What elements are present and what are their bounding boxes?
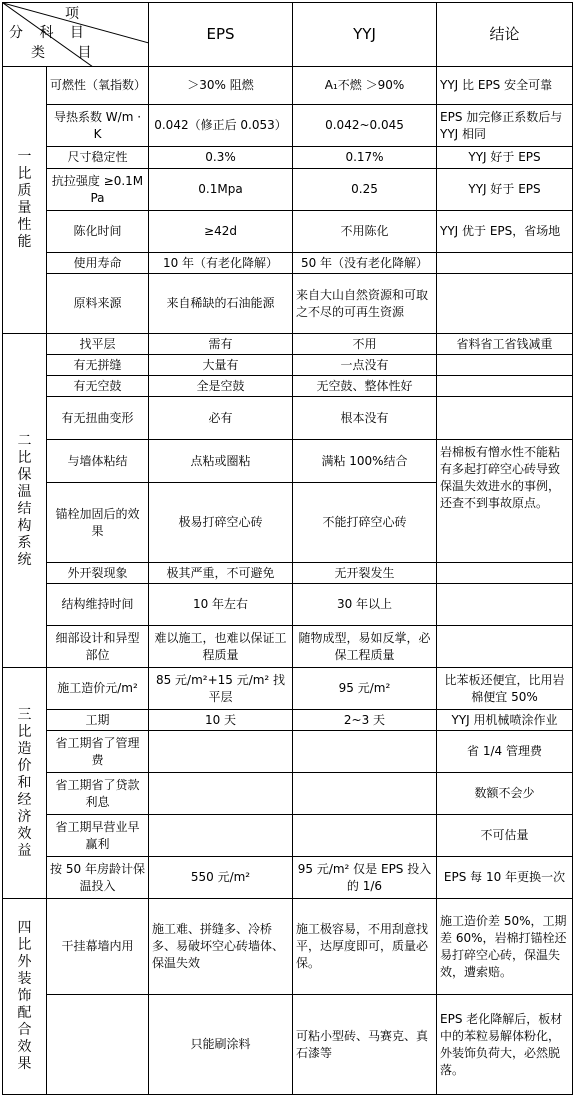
- table-row: [3, 710, 573, 731]
- yyj-cell: 满粘 100%结合: [293, 440, 437, 483]
- yyj-cell: [293, 815, 437, 857]
- eps-cell: 550 元/m²: [149, 857, 293, 899]
- yyj-cell: [293, 731, 437, 773]
- yyj-cell: 根本没有: [293, 397, 437, 440]
- yyj-cell: 来自大山自然资源和可取之不尽的可再生资源: [293, 274, 437, 334]
- yyj-cell: 一点没有: [293, 355, 437, 376]
- item-cell: 锚栓加固后的效果: [47, 483, 149, 563]
- eps-cell: 需有: [149, 334, 293, 355]
- conclusion-cell: YYJ 优于 EPS，省场地: [437, 211, 573, 253]
- yyj-cell: 95 元/m² 仅是 EPS 投入的 1/6: [293, 857, 437, 899]
- item-cell: 按 50 年房龄计保温投入: [47, 857, 149, 899]
- header-row: [3, 3, 573, 67]
- item-cell: 使用寿命: [47, 253, 149, 274]
- conclusion-cell: [437, 626, 573, 668]
- conclusion-cell: [437, 274, 573, 334]
- item-cell: 原料来源: [47, 274, 149, 334]
- table-row: [3, 899, 573, 995]
- eps-cell: 极其严重，不可避免: [149, 563, 293, 584]
- item-cell: 工期: [47, 710, 149, 731]
- yyj-cell: [293, 773, 437, 815]
- item-cell: 陈化时间: [47, 211, 149, 253]
- conclusion-cell: [437, 355, 573, 376]
- table-row: [3, 563, 573, 584]
- yyj-cell: 0.17%: [293, 147, 437, 169]
- yyj-cell: 无开裂发生: [293, 563, 437, 584]
- conclusion-cell: EPS 每 10 年更换一次: [437, 857, 573, 899]
- item-cell: [47, 995, 149, 1095]
- item-cell: 可燃性（氧指数）: [47, 67, 149, 105]
- conclusion-cell: 数额不会少: [437, 773, 573, 815]
- item-cell: 有无拼缝: [47, 355, 149, 376]
- table-row: [3, 773, 573, 815]
- eps-cell: 只能刷涂料: [149, 995, 293, 1095]
- yyj-cell: 2~3 天: [293, 710, 437, 731]
- yyj-cell: 0.042~0.045: [293, 105, 437, 147]
- eps-cell: 10 年（有老化降解）: [149, 253, 293, 274]
- conclusion-cell: EPS 老化降解后，板材中的苯粒易解体粉化，外装饰负荷大，必然脱落。: [437, 995, 573, 1095]
- yyj-cell: 50 年（没有老化降解）: [293, 253, 437, 274]
- eps-cell: 来自稀缺的石油能源: [149, 274, 293, 334]
- diagonal-header-cell: [3, 3, 149, 67]
- table-row: [3, 857, 573, 899]
- conclusion-cell: [437, 397, 573, 440]
- table-row: [3, 355, 573, 376]
- section-label-decoration: 四 比 外 装 饰 配 合 效 果: [3, 899, 47, 1095]
- eps-cell: 0.1Mpa: [149, 169, 293, 211]
- item-cell: 外开裂现象: [47, 563, 149, 584]
- item-cell: 省工期省了贷款利息: [47, 773, 149, 815]
- yyj-cell: 95 元/m²: [293, 668, 437, 710]
- yyj-cell: 不用: [293, 334, 437, 355]
- item-cell: 抗拉强度 ≥0.1MPa: [47, 169, 149, 211]
- eps-cell: ≥42d: [149, 211, 293, 253]
- item-cell: 干挂幕墙内用: [47, 899, 149, 995]
- eps-cell: 施工难、拼缝多、冷桥多、易破坏空心砖墙体、保温失效: [149, 899, 293, 995]
- eps-cell: [149, 731, 293, 773]
- table-row: [3, 274, 573, 334]
- yyj-cell: 无空鼓、整体性好: [293, 376, 437, 397]
- col-header-yyj: YYJ: [293, 3, 437, 67]
- table-row: [3, 668, 573, 710]
- yyj-cell: 可粘小型砖、马赛克、真石漆等: [293, 995, 437, 1095]
- table-row: [3, 147, 573, 169]
- yyj-cell: 不用陈化: [293, 211, 437, 253]
- table-row: [3, 815, 573, 857]
- eps-cell: 极易打碎空心砖: [149, 483, 293, 563]
- table-row: [3, 731, 573, 773]
- eps-cell: 大量有: [149, 355, 293, 376]
- conclusion-cell: YYJ 用机械喷涂作业: [437, 710, 573, 731]
- item-cell: 有无扭曲变形: [47, 397, 149, 440]
- eps-cell: [149, 773, 293, 815]
- conclusion-cell: [437, 376, 573, 397]
- table-row: [3, 376, 573, 397]
- item-cell: 有无空鼓: [47, 376, 149, 397]
- diag-label-top: 项: [65, 6, 79, 22]
- yyj-cell: 施工极容易，不用刮意找平，达厚度即可，质量必保。: [293, 899, 437, 995]
- item-cell: 结构维持时间: [47, 584, 149, 626]
- conclusion-cell-merged: 岩棉板有憎水性不能粘 有多起打碎空心砖导致保温失效进水的事例，还查不到事故原点。: [437, 440, 573, 563]
- table-row: [3, 584, 573, 626]
- conclusion-cell: [437, 563, 573, 584]
- eps-cell: [149, 815, 293, 857]
- eps-cell: 必有: [149, 397, 293, 440]
- conclusion-cell: 省料省工省钱减重: [437, 334, 573, 355]
- table-row: [3, 169, 573, 211]
- item-cell: 与墙体粘结: [47, 440, 149, 483]
- conclusion-cell: 施工造价差 50%，工期差 60%，岩棉打锚栓还易打碎空心砖，保温失效，遭索赔。: [437, 899, 573, 995]
- conclusion-cell: EPS 加完修正系数后与 YYJ 相同: [437, 105, 573, 147]
- section-label-structure: 二 比 保 温 结 构 系 统: [3, 334, 47, 668]
- item-cell: 省工期省了管理费: [47, 731, 149, 773]
- conclusion-cell: YYJ 好于 EPS: [437, 169, 573, 211]
- table-row: [3, 253, 573, 274]
- eps-cell: 10 年左右: [149, 584, 293, 626]
- table-row: [3, 397, 573, 440]
- table-row: [3, 105, 573, 147]
- table-row: [3, 440, 573, 483]
- col-header-eps: EPS: [149, 3, 293, 67]
- eps-cell: 0.3%: [149, 147, 293, 169]
- table-row: [3, 626, 573, 668]
- eps-cell: 全是空鼓: [149, 376, 293, 397]
- yyj-cell: 30 年以上: [293, 584, 437, 626]
- diag-label-bot: 类 目: [31, 45, 106, 61]
- item-cell: 找平层: [47, 334, 149, 355]
- eps-cell: 点粘或圈粘: [149, 440, 293, 483]
- table-row: [3, 334, 573, 355]
- comparison-table: [2, 2, 573, 1095]
- col-header-conclusion: 结论: [437, 3, 573, 67]
- conclusion-cell: 比苯板还便宜，比用岩棉便宜 50%: [437, 668, 573, 710]
- conclusion-cell: [437, 584, 573, 626]
- conclusion-cell: 省 1/4 管理费: [437, 731, 573, 773]
- section-label-cost: 三 比 造 价 和 经 济 效 益: [3, 668, 47, 899]
- conclusion-cell: 不可估量: [437, 815, 573, 857]
- conclusion-cell: [437, 253, 573, 274]
- item-cell: 省工期早营业早赢利: [47, 815, 149, 857]
- yyj-cell: 0.25: [293, 169, 437, 211]
- eps-cell: 0.042（修正后 0.053）: [149, 105, 293, 147]
- yyj-cell: 不能打碎空心砖: [293, 483, 437, 563]
- yyj-cell: A₁不燃 ＞90%: [293, 67, 437, 105]
- diag-label-mid: 分 科 目: [9, 25, 90, 41]
- item-cell: 施工造价元/m²: [47, 668, 149, 710]
- table-row: [3, 995, 573, 1095]
- yyj-cell: 随物成型，易如反掌，必保工程质量: [293, 626, 437, 668]
- eps-cell: ＞30% 阻燃: [149, 67, 293, 105]
- table-row: [3, 67, 573, 105]
- eps-cell: 10 天: [149, 710, 293, 731]
- conclusion-cell: YYJ 好于 EPS: [437, 147, 573, 169]
- section-label-quality: 一 比 质 量 性 能: [3, 67, 47, 334]
- eps-cell: 85 元/m²+15 元/m² 找平层: [149, 668, 293, 710]
- item-cell: 细部设计和异型部位: [47, 626, 149, 668]
- table-row: [3, 211, 573, 253]
- eps-cell: 难以施工，也难以保证工程质量: [149, 626, 293, 668]
- item-cell: 导热系数 W/m · K: [47, 105, 149, 147]
- item-cell: 尺寸稳定性: [47, 147, 149, 169]
- conclusion-cell: YYJ 比 EPS 安全可靠: [437, 67, 573, 105]
